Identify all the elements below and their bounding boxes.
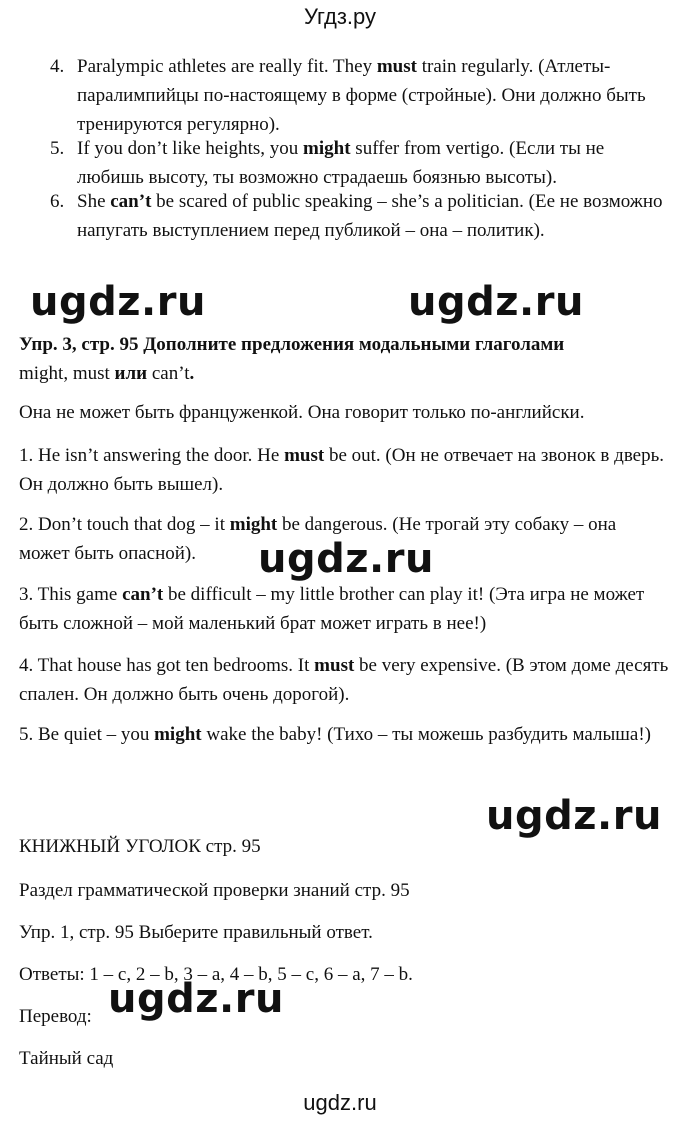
item-text: be dangerous. (Не трогай эту собаку – она может быть опасной). xyxy=(19,514,617,564)
exercise3-item-4 xyxy=(19,651,669,709)
watermark: ugdz.ru xyxy=(258,536,434,582)
item-number: 5. xyxy=(50,138,65,159)
heading-text: can’t xyxy=(147,363,190,384)
translation-label: Перевод: xyxy=(19,1006,92,1027)
item-text: 2. Don’t touch that dog – it xyxy=(19,514,230,535)
watermark: ugdz.ru xyxy=(408,279,584,325)
modal-verb: might xyxy=(154,724,202,745)
item-text: wake the baby! (Тихо – ты можешь разбудить малыша!) xyxy=(201,724,651,745)
item-text: be difficult – my little brother can play it! (Эта игра не может быть сложной – мой маленький брат может играть в нее!) xyxy=(19,584,645,634)
item-text: 1. He isn’t answering the door. He xyxy=(19,445,285,466)
item-text: be scared of public speaking – she’s a politician. (Ее не возможно напугать выступлением перед публикой – она – политик). xyxy=(77,191,663,241)
site-header: Угдз.ру xyxy=(303,4,377,29)
grammar-section: Раздел грамматической проверки знаний стр. 95 xyxy=(19,880,410,901)
book-corner: КНИЖНЫЙ УГОЛОК стр. 95 xyxy=(19,836,261,857)
item-text: be very expensive. (В этом доме десять спален. Он должно быть очень дорогой). xyxy=(19,655,669,705)
heading-text: might, must xyxy=(19,363,115,384)
item-text: 3. This game xyxy=(19,584,123,605)
item-text: be out. (Он не отвечает на звонок в дверь. Он должно быть вышел). xyxy=(19,445,665,495)
exercise3-example: Она не может быть француженкой. Она говорит только по-английски. xyxy=(19,402,585,423)
item-text: She xyxy=(77,191,111,212)
item-text: train regularly. (Атлеты-паралимпийцы по-настоящему в форме (стройные). Они должно быть тренируются регулярно). xyxy=(77,56,646,135)
watermark: ugdz.ru xyxy=(486,793,662,839)
story-title: Тайный сад xyxy=(19,1048,114,1069)
site-footer: ugdz.ru xyxy=(303,1090,377,1115)
heading-bold: . xyxy=(189,363,195,384)
exercise1-title: Упр. 1, стр. 95 Выберите правильный ответ. xyxy=(19,922,373,943)
heading-bold: Упр. 3, стр. 95 Дополните предложения модальными глаголами xyxy=(19,334,565,355)
item-number: 4. xyxy=(50,56,65,77)
exercise3-heading xyxy=(19,330,669,388)
item-text: suffer from vertigo. (Если ты не любишь высоту, ты возможно страдаешь боязнью высоты). xyxy=(77,138,605,188)
modal-verb: must xyxy=(314,655,355,676)
watermark: ugdz.ru xyxy=(30,279,206,325)
exercise3-item-5 xyxy=(19,720,669,749)
item-text: 5. Be quiet – you xyxy=(19,724,155,745)
item-text: 4. That house has got ten bedrooms. It xyxy=(19,655,315,676)
item-text: Paralympic athletes are really fit. They xyxy=(77,56,377,77)
modal-verb: might xyxy=(229,514,278,535)
modal-verb: might xyxy=(303,138,351,159)
exercise3-item-3 xyxy=(19,580,669,638)
modal-verb: must xyxy=(376,56,417,77)
heading-bold: или xyxy=(114,363,148,384)
modal-verb: can’t xyxy=(122,584,164,605)
modal-verb: must xyxy=(284,445,325,466)
exercise3-item-1 xyxy=(19,441,669,499)
watermark: ugdz.ru xyxy=(108,976,284,1022)
answers: Ответы: 1 – c, 2 – b, 3 – a, 4 – b, 5 – c, 6 – a, 7 – b. xyxy=(19,964,413,985)
modal-verb: can’t xyxy=(110,191,152,212)
item-text: If you don’t like heights, you xyxy=(77,138,304,159)
item-number: 6. xyxy=(50,191,65,212)
